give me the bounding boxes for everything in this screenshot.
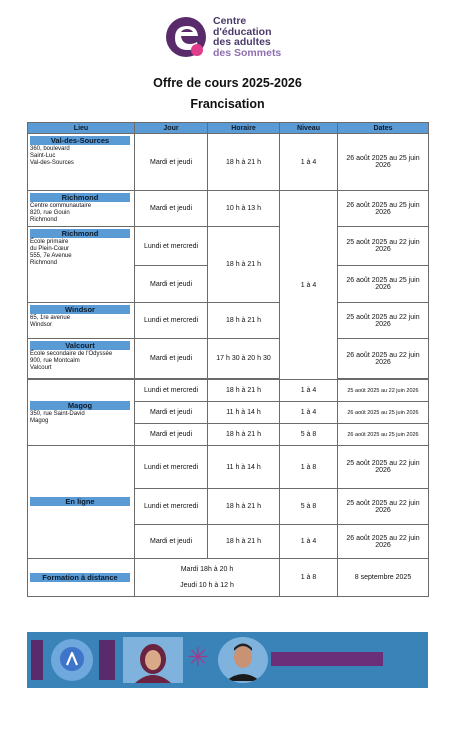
logo-line: d'éducation	[213, 25, 272, 38]
table-row	[28, 559, 429, 597]
table-row	[28, 380, 429, 402]
location-line: 360, boulevard	[30, 146, 70, 152]
table-row	[28, 303, 429, 339]
niveau-cell: 5 à 8	[280, 489, 338, 525]
location-name: Richmond	[30, 229, 130, 238]
logo-text	[213, 16, 281, 58]
location-cell	[28, 191, 135, 227]
location-line: 820, rue Gouin	[30, 210, 70, 216]
decor-bar	[99, 640, 115, 680]
location-cell	[28, 446, 135, 559]
page-title: Offre de cours 2025-2026	[153, 76, 302, 90]
course-table	[27, 122, 429, 597]
location-name: Windsor	[30, 305, 130, 314]
jour-cell: Lundi et mercredi	[135, 303, 208, 339]
jour-cell: Mardi et jeudi	[135, 134, 208, 191]
horaire-cell: 18 h à 21 h	[208, 380, 280, 402]
location-line: 65, 1re avenue	[30, 315, 71, 321]
dates-cell: 25 août 2025 au 22 juin 2026	[338, 489, 429, 525]
location-name: En ligne	[30, 497, 130, 506]
horaire-line: Mardi 18h à 20 h	[180, 566, 234, 573]
logo-line: Centre	[213, 15, 247, 27]
header-horaire: Horaire	[208, 123, 280, 134]
dates-cell: 25 août 2025 au 22 juin 2026	[338, 446, 429, 489]
decor-bar	[271, 652, 383, 666]
location-name: Formation à distance	[30, 573, 130, 582]
niveau-cell: 1 à 4	[280, 191, 338, 380]
location-cell	[28, 227, 135, 303]
niveau-cell: 1 à 8	[280, 446, 338, 489]
dates-cell: 25 août 2025 au 22 juin 2026	[338, 227, 429, 266]
horaire-cell: 11 h à 14 h	[208, 446, 280, 489]
letter-a-icon	[60, 647, 84, 671]
niveau-cell: 1 à 8	[280, 559, 338, 597]
location-cell	[28, 303, 135, 339]
table-row	[28, 446, 429, 489]
dates-cell: 8 septembre 2025	[338, 559, 429, 597]
location-cell	[28, 380, 135, 446]
location-line: 350, rue Saint-David	[30, 410, 85, 417]
location-name: Val-des-Sources	[30, 136, 130, 145]
table-row	[28, 227, 429, 266]
jour-cell: Lundi et mercredi	[135, 446, 208, 489]
horaire-cell: 10 h à 13 h	[208, 191, 280, 227]
location-line: École primaire	[30, 239, 69, 245]
table-header-row	[28, 123, 429, 134]
logo-line: des Sommets	[213, 46, 282, 59]
header-niveau: Niveau	[280, 123, 338, 134]
jour-cell: Mardi et jeudi	[135, 525, 208, 559]
jour-cell: Mardi et jeudi	[135, 424, 208, 446]
jour-cell: Mardi et jeudi	[135, 339, 208, 379]
location-line: Saint-Luc	[30, 153, 56, 159]
header-lieu: Lieu	[28, 123, 135, 134]
horaire-cell: 11 h à 14 h	[208, 402, 280, 424]
horaire-cell: 18 h à 21 h	[208, 489, 280, 525]
header-jour: Jour	[135, 123, 208, 134]
dates-cell: 26 août 2025 au 25 juin 2026	[338, 402, 429, 424]
location-name: Valcourt	[30, 341, 130, 350]
dates-cell: 26 août 2025 au 22 juin 2026	[338, 525, 429, 559]
dates-cell: 26 août 2025 au 22 juin 2026	[338, 339, 429, 379]
dates-cell: 26 août 2025 au 25 juin 2026	[338, 191, 429, 227]
header-dates: Dates	[338, 123, 429, 134]
asterisk-icon: ✳	[187, 642, 209, 672]
niveau-cell: 1 à 4	[280, 134, 338, 191]
location-line: du Plein-Cœur	[30, 246, 70, 252]
location-line: Centre communautaire	[30, 203, 92, 209]
location-line: Val-des-Sources	[30, 160, 74, 166]
logo	[163, 14, 303, 64]
niveau-cell: 1 à 4	[280, 380, 338, 402]
logo-line: des adultes	[213, 36, 271, 48]
horaire-line: Jeudi 10 h à 12 h	[180, 582, 234, 589]
jour-cell: Mardi et jeudi	[135, 191, 208, 227]
location-cell	[28, 559, 135, 597]
location-line: École secondaire de l'Odyssée	[30, 351, 113, 357]
horaire-cell: 18 h à 21 h	[208, 525, 280, 559]
niveau-cell: 1 à 4	[280, 525, 338, 559]
table-row	[28, 191, 429, 227]
jour-cell: Lundi et mercredi	[135, 489, 208, 525]
location-line: Richmond	[30, 217, 58, 223]
location-line: Valcourt	[30, 365, 52, 371]
horaire-cell: 18 h à 21 h	[208, 227, 280, 303]
location-cell	[28, 134, 135, 191]
horaire-cell	[135, 559, 280, 597]
location-line: 555, 7e Avenue	[30, 253, 72, 259]
location-line: Richmond	[30, 260, 58, 266]
person-photo-icon	[123, 637, 183, 683]
horaire-cell: 18 h à 21 h	[208, 303, 280, 339]
horaire-cell: 17 h 30 à 20 h 30	[208, 339, 280, 379]
jour-cell: Lundi et mercredi	[135, 227, 208, 266]
logo-mark-icon	[163, 14, 209, 60]
horaire-cell: 18 h à 21 h	[208, 424, 280, 446]
location-cell	[28, 339, 135, 379]
jour-cell: Mardi et jeudi	[135, 266, 208, 303]
jour-cell: Mardi et jeudi	[135, 402, 208, 424]
decor-bar	[31, 640, 43, 680]
location-name: Magog	[30, 401, 130, 410]
table-row	[28, 339, 429, 379]
dates-cell: 26 août 2025 au 25 juin 2026	[338, 424, 429, 446]
dates-cell: 26 août 2025 au 25 juin 2026	[338, 134, 429, 191]
jour-cell: Lundi et mercredi	[135, 380, 208, 402]
table-row	[28, 134, 429, 191]
location-line: Magog	[30, 417, 49, 424]
person-photo-icon	[218, 637, 268, 683]
location-line: Windsor	[30, 322, 53, 328]
page-subtitle: Francisation	[190, 97, 265, 111]
footer-banner	[27, 632, 428, 688]
niveau-cell: 1 à 4	[280, 402, 338, 424]
niveau-cell: 5 à 8	[280, 424, 338, 446]
dates-cell: 25 août 2025 au 22 juin 2026	[338, 303, 429, 339]
horaire-cell: 18 h à 21 h	[208, 134, 280, 191]
location-name: Richmond	[30, 193, 130, 202]
dates-cell: 25 août 2025 au 22 juin 2026	[338, 380, 429, 402]
location-line: 900, rue Montcalm	[30, 358, 80, 364]
dates-cell: 26 août 2025 au 25 juin 2026	[338, 266, 429, 303]
